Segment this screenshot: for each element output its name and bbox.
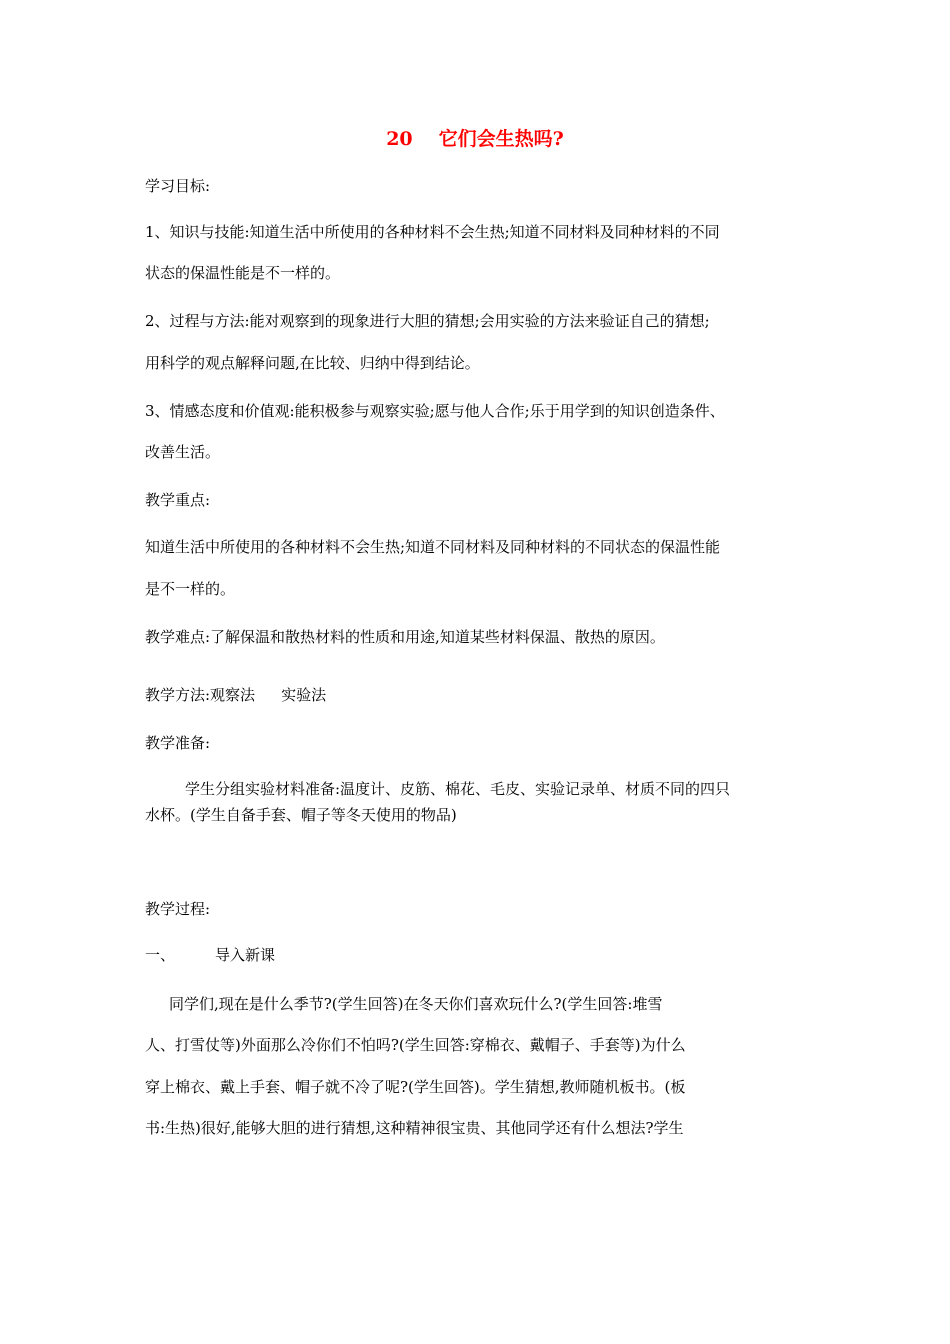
title-number: 20 xyxy=(386,128,413,150)
objective-1-line-2: 状态的保温性能是不一样的。 xyxy=(145,264,341,282)
section-1-title: 导入新课 xyxy=(215,946,276,964)
paragraph-line-2: 人、打雪仗等)外面那么冷你们不怕吗?(学生回答:穿棉衣、戴帽子、手套等)为什么 xyxy=(145,1036,686,1054)
paragraph-line-1: 同学们,现在是什么季节?(学生回答)在冬天你们喜欢玩什么?(学生回答:堆雪 xyxy=(169,995,663,1013)
preparation-line-2: 水杯。(学生自备手套、帽子等冬天使用的物品) xyxy=(145,806,457,824)
paragraph-line-4: 书:生热)很好,能够大胆的进行猜想,这种精神很宝贵、其他同学还有什么想法?学生 xyxy=(145,1119,684,1137)
methods-second: 实验法 xyxy=(281,686,327,704)
methods-line xyxy=(145,684,850,706)
key-points-heading: 教学重点: xyxy=(145,491,211,509)
preparation-line-1: 学生分组实验材料准备:温度计、皮筋、棉花、毛皮、实验记录单、材质不同的四只 xyxy=(185,780,731,798)
difficulty-line: 教学难点:了解保温和散热材料的性质和用途,知道某些材料保温、散热的原因。 xyxy=(145,628,665,646)
title-text: 它们会生热吗? xyxy=(438,128,564,150)
objectives-heading: 学习目标: xyxy=(145,177,211,195)
objective-2-line-1: 2、过程与方法:能对观察到的现象进行大胆的猜想;会用实验的方法来验证自己的猜想; xyxy=(145,312,710,330)
objective-3-line-2: 改善生活。 xyxy=(145,443,221,461)
objective-2-line-2: 用科学的观点解释问题,在比较、归纳中得到结论。 xyxy=(145,354,480,372)
section-1-number: 一、 xyxy=(145,946,176,964)
methods-label: 教学方法:观察法 xyxy=(145,686,256,704)
page-title xyxy=(0,126,950,152)
section-1-heading xyxy=(145,944,850,966)
paragraph-line-3: 穿上棉衣、戴上手套、帽子就不冷了呢?(学生回答)。学生猜想,教师随机板书。(板 xyxy=(145,1078,686,1096)
process-heading: 教学过程: xyxy=(145,900,211,918)
key-points-line-2: 是不一样的。 xyxy=(145,580,236,598)
objective-1-line-1: 1、知识与技能:知道生活中所使用的各种材料不会生热;知道不同材料及同种材料的不同 xyxy=(145,223,720,241)
key-points-line-1: 知道生活中所使用的各种材料不会生热;知道不同材料及同种材料的不同状态的保温性能 xyxy=(145,538,721,556)
objective-3-line-1: 3、情感态度和价值观:能积极参与观察实验;愿与他人合作;乐于用学到的知识创造条件、 xyxy=(145,402,725,420)
preparation-heading: 教学准备: xyxy=(145,734,211,752)
